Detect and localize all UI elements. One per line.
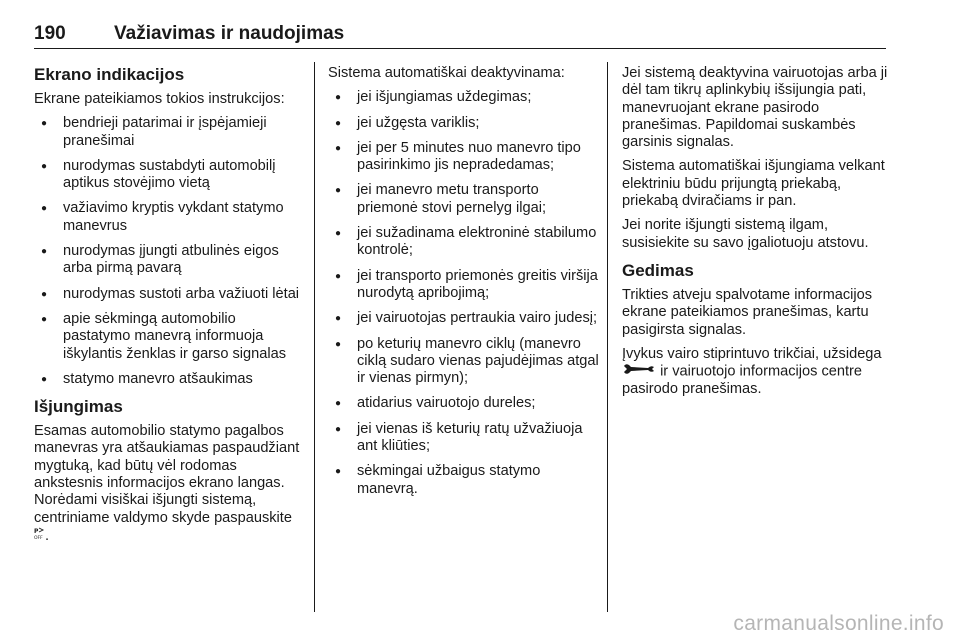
list-item: ● apie sėkmingą automobilio pastatymo manevrą informuoja iškylantis ženklas ir garso signalas xyxy=(34,311,302,363)
intro-paragraph: Sistema automatiškai deaktyvinama: xyxy=(328,65,565,81)
column-divider xyxy=(314,62,315,612)
list-item: ● nurodymas sustabdyti automobilį aptikus stovėjimo vietą xyxy=(34,158,302,193)
auto-deactivation-list xyxy=(328,89,600,498)
page-header xyxy=(34,22,886,49)
column-2 xyxy=(328,65,600,506)
list-item: ● jei transporto priemonės greitis viršija nurodytą apribojimą; xyxy=(328,268,600,303)
indications-list xyxy=(34,115,302,388)
list-item: ● jei vienas iš keturių ratų užvažiuoja ant kliūties; xyxy=(328,421,600,456)
wrench-icon xyxy=(622,363,656,380)
svg-text:OFF: OFF xyxy=(34,535,43,540)
deactivation-paragraph xyxy=(34,423,302,545)
paragraph-text: Esamas automobilio statymo pagalbos manevras yra atšaukiamas paspaudžiant mygtuką, kad būtų vėl rodomas ankstesnis informacijos ekrano langas. Norėdami visiškai išjungti sistemą, centriniame valdymo skyde paspauskite xyxy=(34,423,300,526)
page-title: Važiavimas ir naudojimas xyxy=(114,23,345,44)
list-item: ● jei užgęsta variklis; xyxy=(328,115,600,132)
paragraph-text: ir vairuotojo informacijos centre pasirodo pranešimas. xyxy=(622,363,863,397)
section-heading-ekrano-indikacijos: Ekrano indikacijos xyxy=(34,65,185,84)
paragraph-end: . xyxy=(45,527,50,544)
column-1 xyxy=(34,65,302,552)
park-assist-button-icon xyxy=(34,527,45,545)
list-item: ● bendrieji patarimai ir įspėjamieji pranešimai xyxy=(34,115,302,150)
list-item: ● jei per 5 minutes nuo manevro tipo pasirinkimo jis nepradedamas; xyxy=(328,140,600,175)
list-item: ● po keturių manevro ciklų (manevro ciklą sudaro vienas pajudėjimas atgal ir vienas pirmyn); xyxy=(328,336,600,388)
list-item: ● nurodymas sustoti arba važiuoti lėtai xyxy=(34,286,302,303)
list-item: ● statymo manevro atšaukimas xyxy=(34,371,302,388)
list-item: ● jei sužadinama elektroninė stabilumo kontrolė; xyxy=(328,225,600,260)
paragraph: Jei norite išjungti sistemą ilgam, susisiekite su savo įgaliotuoju atstovu. xyxy=(622,217,869,251)
paragraph: Trikties atveju spalvotame informacijos ekrane pateikiamos pranešimas, kartu pasigirsta signalas. xyxy=(622,286,873,338)
list-item: ● sėkmingai užbaigus statymo manevrą. xyxy=(328,463,600,498)
watermark: carmanualsonline.info xyxy=(733,612,944,635)
svg-text:P: P xyxy=(34,527,39,535)
page-number: 190 xyxy=(34,23,66,44)
paragraph: Sistema automatiškai išjungiama velkant elektriniu būdu prijungtą priekabą, priekabą dviračiams ir pan. xyxy=(622,158,885,210)
column-divider xyxy=(607,62,608,612)
list-item: ● jei vairuotojas pertraukia vairo judesį; xyxy=(328,310,600,327)
section-heading-gedimas: Gedimas xyxy=(622,260,694,280)
list-item: ● jei manevro metu transporto priemonė stovi pernelyg ilgai; xyxy=(328,182,600,217)
intro-paragraph: Ekrane pateikiamos tokios instrukcijos: xyxy=(34,91,285,107)
list-item: ● nurodymas įjungti atbulinės eigos arba pirmą pavarą xyxy=(34,243,302,278)
paragraph-text: Įvykus vairo stiprintuvo trikčiai, užsidega xyxy=(622,345,882,362)
paragraph: Jei sistemą deaktyvina vairuotojas arba ji dėl tam tikrų aplinkybių išsijungia pati, manevruojant ekrane pasirodo pranešimas. Papildomai suskambės garsinis signalas. xyxy=(622,65,888,151)
list-item: ● važiavimo kryptis vykdant statymo manevrus xyxy=(34,200,302,235)
paragraph xyxy=(622,346,894,398)
list-item: ● jei išjungiamas uždegimas; xyxy=(328,89,600,106)
section-heading-isjungimas: Išjungimas xyxy=(34,397,123,417)
column-3 xyxy=(622,65,894,405)
list-item: ● atidarius vairuotojo dureles; xyxy=(328,395,600,412)
